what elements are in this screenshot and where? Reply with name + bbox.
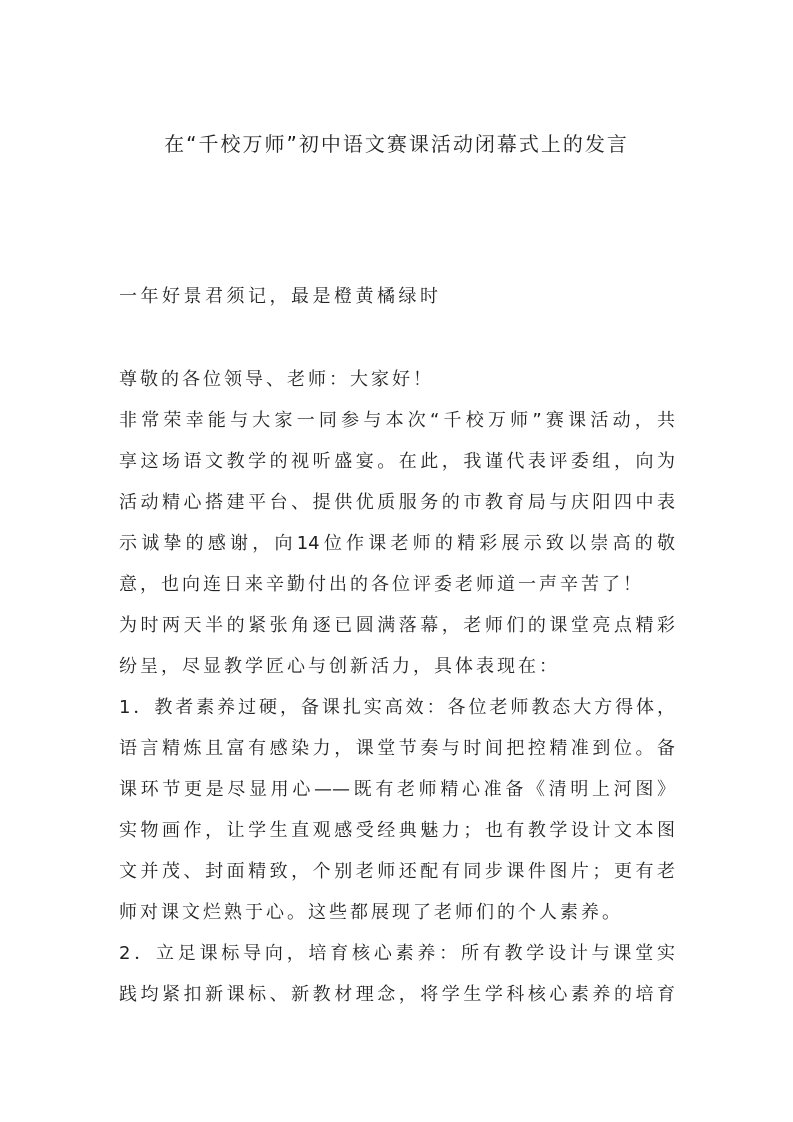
text-line: 师对课文烂熟于心。这些都展现了老师们的个人素养。 — [119, 902, 623, 923]
paragraph — [119, 611, 675, 693]
text-line: 文并茂、封面精致，个别老师还配有同步课件图片；更有老 — [119, 861, 675, 882]
paragraph — [119, 365, 675, 406]
text-line: 享这场语文教学的视听盛宴。在此，我谨代表评委组，向为 — [119, 451, 675, 472]
text-line: 活动精心搭建平台、提供优质服务的市教育局与庆阳四中表 — [119, 492, 675, 513]
text-line: 实物画作，让学生直观感受经典魅力；也有教学设计文本图 — [119, 820, 675, 841]
document-subtitle: 一年好景君须记，最是橙黄橘绿时 — [119, 286, 442, 307]
text-line: 示诚挚的感谢，向14位作课老师的精彩展示致以崇高的敬 — [119, 533, 675, 554]
text-line: 非常荣幸能与大家一同参与本次“千校万师”赛课活动，共 — [119, 410, 675, 431]
text-line: 1．教者素养过硬，备课扎实高效：各位老师教态大方得体， — [119, 697, 675, 718]
text-line: 尊敬的各位领导、老师：大家好！ — [119, 369, 434, 390]
paragraph — [119, 939, 675, 1021]
text-line: 语言精炼且富有感染力，课堂节奏与时间把控精准到位。备 — [119, 738, 675, 759]
document-body — [119, 365, 675, 1021]
document-title: 在“千校万师”初中语文赛课活动闭幕式上的发言 — [164, 132, 629, 156]
text-line: 为时两天半的紧张角逐已圆满落幕，老师们的课堂亮点精彩 — [119, 615, 675, 636]
text-line: 课环节更是尽显用心——既有老师精心准备《清明上河图》 — [119, 779, 675, 800]
text-line: 践均紧扣新课标、新教材理念，将学生学科核心素养的培育 — [119, 984, 675, 1005]
text-line: 意，也向连日来辛勤付出的各位评委老师道一声辛苦了！ — [119, 574, 644, 595]
paragraph — [119, 406, 675, 611]
text-line: 纷呈，尽显教学匠心与创新活力，具体表现在： — [119, 656, 560, 677]
paragraph — [119, 693, 675, 939]
text-line: 2．立足课标导向，培育核心素养：所有教学设计与课堂实 — [119, 943, 675, 964]
